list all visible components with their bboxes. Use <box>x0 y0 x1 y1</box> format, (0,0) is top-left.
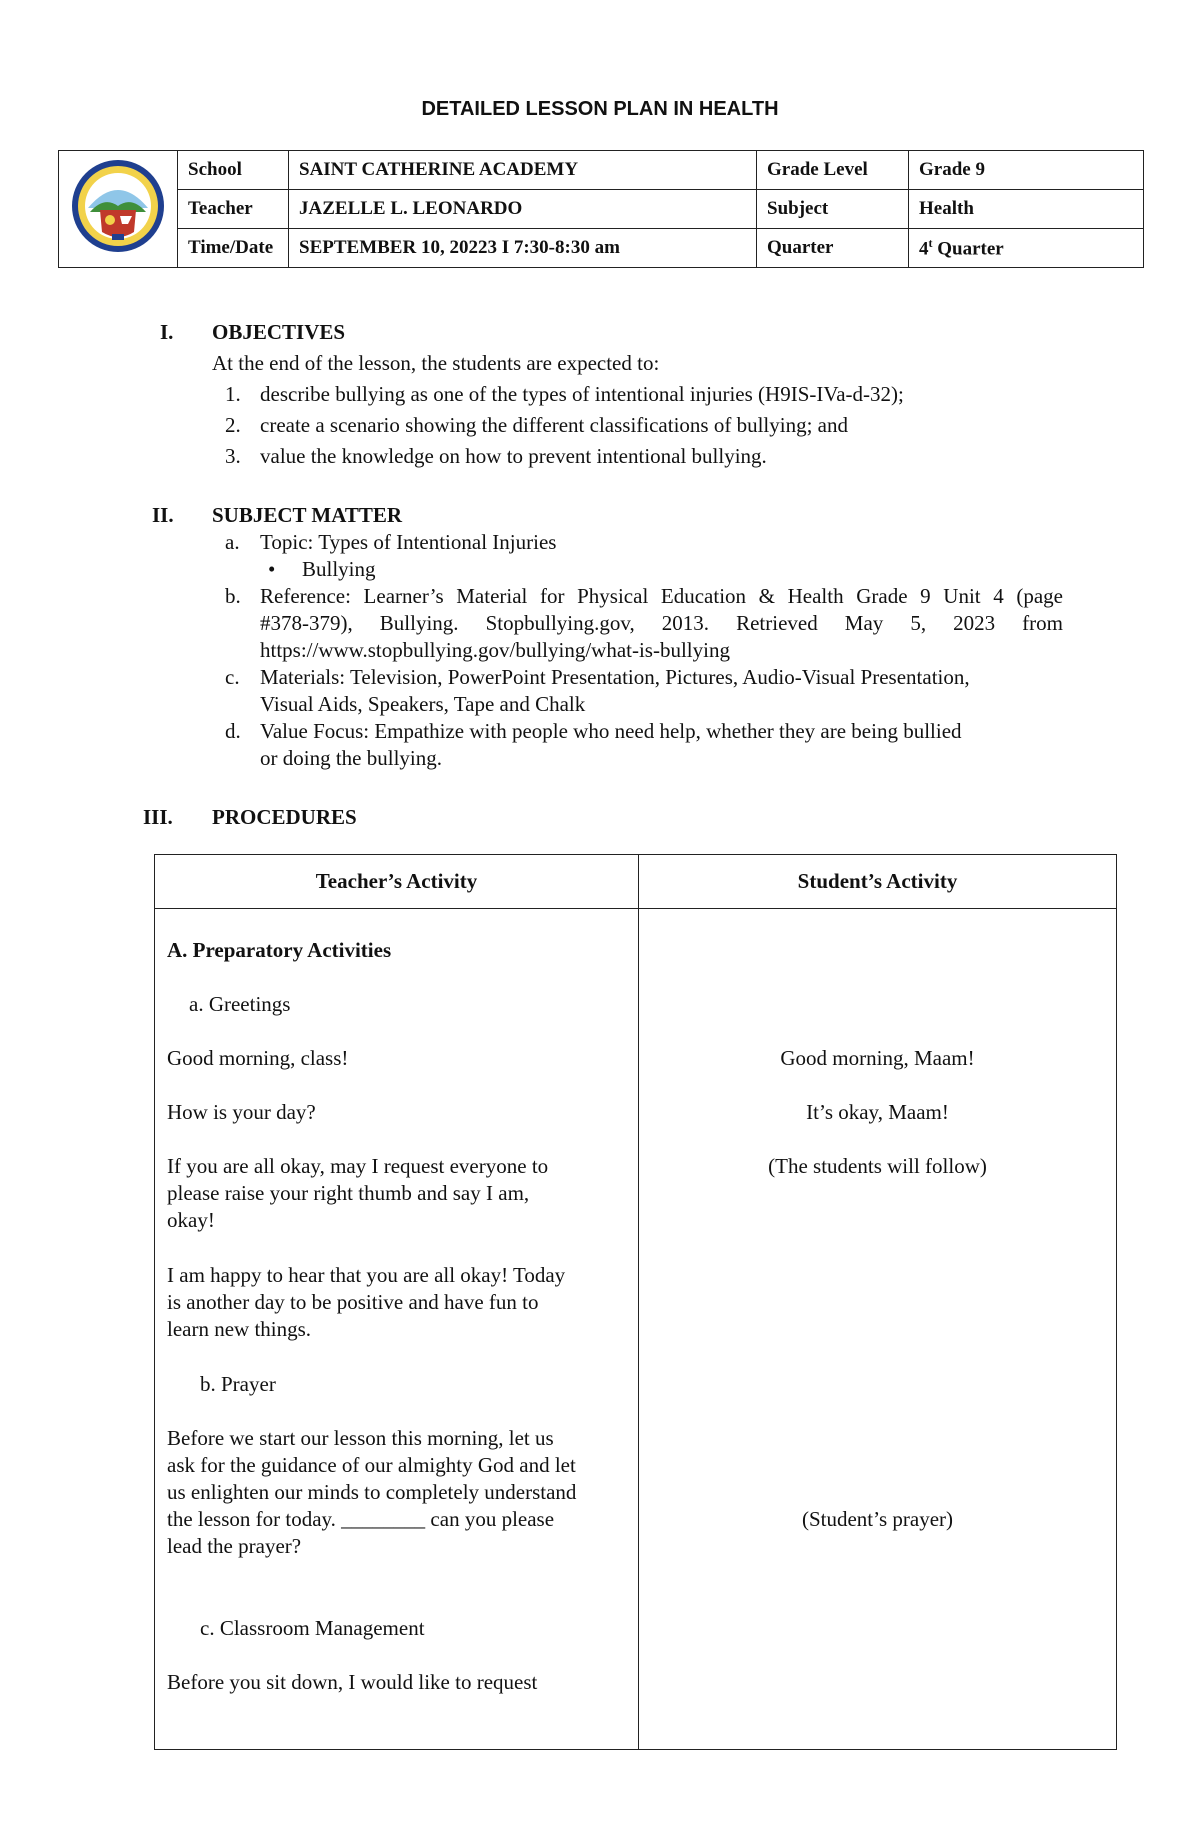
item-letter: b. <box>225 584 241 608</box>
teacher-line: Before we start our lesson this morning, let us <box>167 1426 554 1450</box>
objective-number: 3. <box>225 444 241 468</box>
teacher-line: is another day to be positive and have fun to <box>167 1290 539 1314</box>
teacher-value: JAZELLE L. LEONARDO <box>289 190 757 229</box>
student-line: (Student’s prayer) <box>801 1507 954 1531</box>
procedures-number: III. <box>143 805 173 829</box>
materials-line-2: Visual Aids, Speakers, Tape and Chalk <box>260 692 586 716</box>
objective-item: describe bullying as one of the types of intentional injuries (H9IS-IVa-d-32); <box>260 382 904 406</box>
preparatory-activities-heading: A. Preparatory Activities <box>167 938 392 962</box>
objectives-number: I. <box>160 320 174 344</box>
teacher-line: ask for the guidance of our almighty God and let <box>167 1453 576 1477</box>
teacher-line: learn new things. <box>167 1317 312 1341</box>
time-date-value: SEPTEMBER 10, 20223 I 7:30-8:30 am <box>289 229 757 268</box>
school-label: School <box>178 151 289 190</box>
topic-bullet-text: Bullying <box>302 557 376 581</box>
teacher-activity-cell <box>155 909 639 1750</box>
objective-item: create a scenario showing the different classifications of bullying; and <box>260 413 848 437</box>
classroom-management-label: c. Classroom Management <box>200 1616 425 1640</box>
teacher-line: Before you sit down, I would like to request <box>167 1670 538 1694</box>
student-line: Good morning, Maam! <box>780 1046 975 1070</box>
prayer-label: b. Prayer <box>200 1372 276 1396</box>
school-seal-logo <box>59 151 178 268</box>
procedures-table <box>154 854 1117 1750</box>
grade-level-value: Grade 9 <box>909 151 1144 190</box>
item-letter: d. <box>225 719 241 743</box>
teacher-line: How is your day? <box>167 1100 316 1124</box>
teacher-line: I am happy to hear that you are all okay! Today <box>167 1263 566 1287</box>
student-activity-cell <box>639 909 1117 1750</box>
student-line: (The students will follow) <box>768 1154 987 1178</box>
grade-level-label: Grade Level <box>757 151 909 190</box>
quarter-label: Quarter <box>757 229 909 268</box>
subject-value: Health <box>909 190 1144 229</box>
topic-text: Topic: Types of Intentional Injuries <box>260 530 557 554</box>
school-seal-icon <box>70 158 166 254</box>
greetings-label: a. Greetings <box>189 992 291 1016</box>
document-title: DETAILED LESSON PLAN IN HEALTH <box>421 98 779 120</box>
student-activity-header: Student’s Activity <box>639 855 1117 909</box>
teacher-label: Teacher <box>178 190 289 229</box>
teacher-line: lead the prayer? <box>167 1534 302 1558</box>
objective-number: 2. <box>225 413 241 437</box>
objective-item: value the knowledge on how to prevent intentional bullying. <box>260 444 767 468</box>
quarter-value: 4$^t$ Quarter <box>909 229 1144 268</box>
subject-matter-number: II. <box>152 503 174 527</box>
teacher-line: please raise your right thumb and say I am, <box>167 1181 530 1205</box>
teacher-line: okay! <box>167 1208 215 1232</box>
teacher-line: us enlighten our minds to completely understand <box>167 1480 577 1504</box>
value-focus-line-2: or doing the bullying. <box>260 746 442 770</box>
teacher-line: Good morning, class! <box>167 1046 349 1070</box>
bullet-icon: • <box>268 557 276 581</box>
objective-number: 1. <box>225 382 241 406</box>
objectives-heading: OBJECTIVES <box>212 320 346 344</box>
reference-line-1: Reference: Learner’s Material for Physical Education & Health Grade 9 Unit 4 (page <box>260 584 1063 608</box>
teacher-line: the lesson for today. ________ can you please <box>167 1507 555 1531</box>
subject-matter-heading: SUBJECT MATTER <box>212 503 403 527</box>
materials-line-1: Materials: Television, PowerPoint Presentation, Pictures, Audio-Visual Presentation, <box>260 665 970 689</box>
teacher-activity-header: Teacher’s Activity <box>155 855 639 909</box>
item-letter: a. <box>225 530 240 554</box>
procedures-heading: PROCEDURES <box>212 805 357 829</box>
student-line: It’s okay, Maam! <box>806 1100 949 1124</box>
reference-link: https://www.stopbullying.gov/bullying/what-is-bullying <box>260 638 730 662</box>
item-letter: c. <box>225 665 240 689</box>
school-value: SAINT CATHERINE ACADEMY <box>289 151 757 190</box>
subject-label: Subject <box>757 190 909 229</box>
objectives-intro: At the end of the lesson, the students are expected to: <box>212 351 660 375</box>
value-focus-line-1: Value Focus: Empathize with people who need help, whether they are being bullied <box>260 719 962 743</box>
reference-line-2: #378-379), Bullying. Stopbullying.gov, 2013. Retrieved May 5, 2023 from <box>260 611 1063 635</box>
header-info-table <box>58 150 1144 268</box>
teacher-line: If you are all okay, may I request everyone to <box>167 1154 549 1178</box>
time-date-label: Time/Date <box>178 229 289 268</box>
